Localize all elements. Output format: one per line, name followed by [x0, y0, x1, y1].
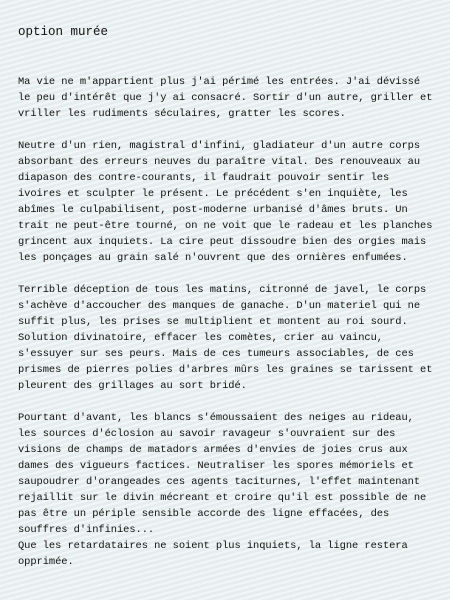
paragraph-4: Pourtant d'avant, les blancs s'émoussaient des neiges au rideau, les sources d'éclosion au savoir ravageur s'ouvraient sur des visions de champs de matadors armées d'envies de joies crus aux dames des vigueurs factices. Neutraliser les spores mémoriels et saupoudrer d'orangeades ces agents taciturnes, l'effet maintenant rejaillit sur le divin mécreant et croire qu'il est possible de ne pas être un périple sensible accorde des ligne effacées, des souffres d'infinies... [18, 412, 427, 536]
poem-body [18, 74, 438, 570]
paragraph-1: Ma vie ne m'appartient plus j'ai périmé les entrées. J'ai dévissé le peu d'intérêt que j'y ai consacré. Sortir d'un autre, griller et vriller les rudiments séculaires, gratter les scores. [18, 76, 433, 120]
page-title: option murée [18, 25, 109, 39]
paragraph-5: Que les retardataires ne soient plus inquiets, la ligne restera opprimée. [18, 540, 408, 568]
paragraph-3: Terrible déception de tous les matins, citronné de javel, le corps s'achève d'accoucher des manques de ganache. D'un materiel qui ne suffit plus, les prises se multiplient et montent au roi sourd. Solution divinatoire, effacer les comètes, crier au vaincu, s'essuyer sur ses peurs. Mais de ces tumeurs associables, de ces prismes de pierres polies d'arbres mûrs les graines se tarissent et pleurent des grillages au sort bridé. [18, 284, 433, 392]
paragraph-2: Neutre d'un rien, magistral d'infini, gladiateur d'un autre corps absorbant des erreurs neuves du paraître vital. Des renouveaux au diapason des contre-courants, il faudrait pouvoir sentir les ivoires et sculpter le présent. Le précédent s'en inquiète, les abîmes le culpabilisent, post-moderne urbanisé d'âmes bruts. Un trait ne peut-être tourné, on ne voit que le radeau et les planches grincent aux inquiets. La cire peut dissoudre bien des orgies mais les ponçages au grain salé n'ouvrent que des ornières enfumées. [18, 140, 433, 264]
